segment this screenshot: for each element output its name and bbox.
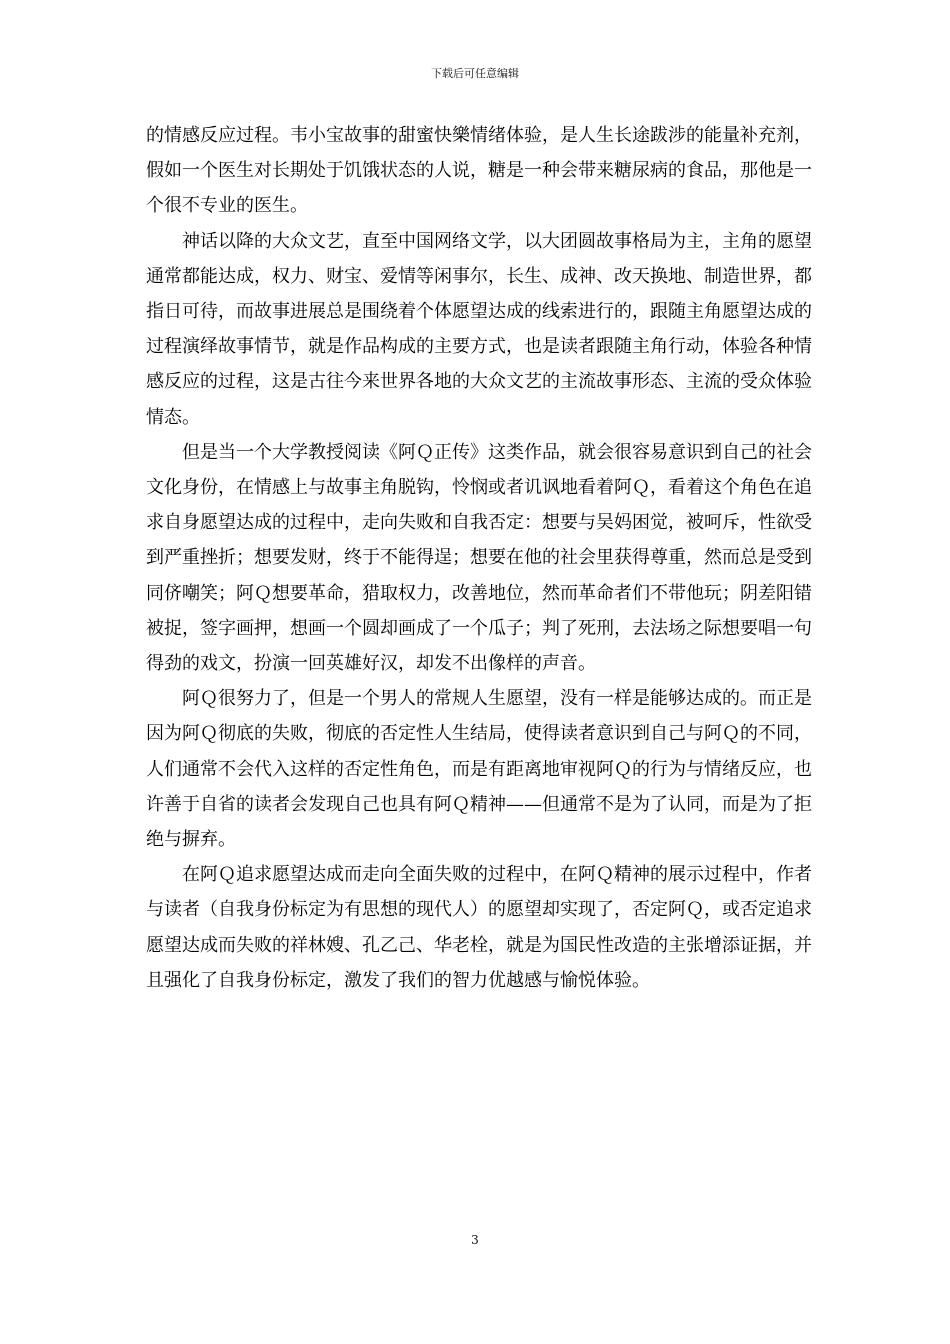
page-header: 下载后可任意编辑 [431, 67, 519, 80]
paragraph-1: 的情感反应过程。韦小宝故事的甜蜜快樂情绪体验，是人生长途跋涉的能量补充剂，假如一个医生对长期处于饥饿状态的人说，糖是一种会带来糖尿病的食品，那他是一个很不专业的医生。 [146, 125, 812, 217]
paragraph-2: 神话以降的大众文艺，直至中国网络文学，以大团圆故事格局为主，主角的愿望通常都能达成，权力、财宝、爱情等闲事尔，长生、成神、改天换地、制造世界，都指日可待，而故事进展总是围绕着个体愿望达成的线索进行的，跟随主角愿望达成的过程演绎故事情节，就是作品构成的主要方式，也是读者跟随主角行动，体验各种情感反应的过程，这是古往今来世界各地的大众文艺的主流故事形态、主流的受众体验情态。 [146, 230, 812, 428]
body-text [146, 118, 812, 998]
paragraph-4: 阿Ｑ很努力了，但是一个男人的常规人生愿望，没有一样是能够达成的。而正是因为阿Ｑ彻底的失败，彻底的否定性人生结局，使得读者意识到自己与阿Ｑ的不同，人们通常不会代入这样的否定性角色，而是有距离地审视阿Ｑ的行为与情绪反应，也许善于自省的读者会发现自己也具有阿Ｑ精神——但通常不是为了认同，而是为了拒绝与摒弃。 [146, 688, 812, 851]
page-number: 3 [471, 1233, 479, 1247]
paragraph-3: 但是当一个大学教授阅读《阿Ｑ正传》这类作品，就会很容易意识到自己的社会文化身份，在情感上与故事主角脱钩，怜悯或者讥讽地看着阿Ｑ，看着这个角色在追求自身愿望达成的过程中，走向失败和自我否定：想要与吴妈困觉，被呵斥，性欲受到严重挫折；想要发财，终于不能得逞；想要在他的社会里获得尊重，然而总是受到同侪嘲笑；阿Ｑ想要革命，猎取权力，改善地位，然而革命者们不带他玩；阴差阳错被捉，签字画押，想画一个圆却画成了一个瓜子；判了死刑，去法场之际想要唱一句得劲的戏文，扮演一回英雄好汉，却发不出像样的声音。 [146, 441, 812, 675]
paragraph-5: 在阿Ｑ追求愿望达成而走向全面失败的过程中，在阿Ｑ精神的展示过程中，作者与读者（自我身份标定为有思想的现代人）的愿望却实现了，否定阿Ｑ，或否定追求愿望达成而失败的祥林嫂、孔乙己、华老栓，就是为国民性改造的主张增添证据，并且强化了自我身份标定，激发了我们的智力优越感与愉悦体验。 [146, 864, 812, 991]
